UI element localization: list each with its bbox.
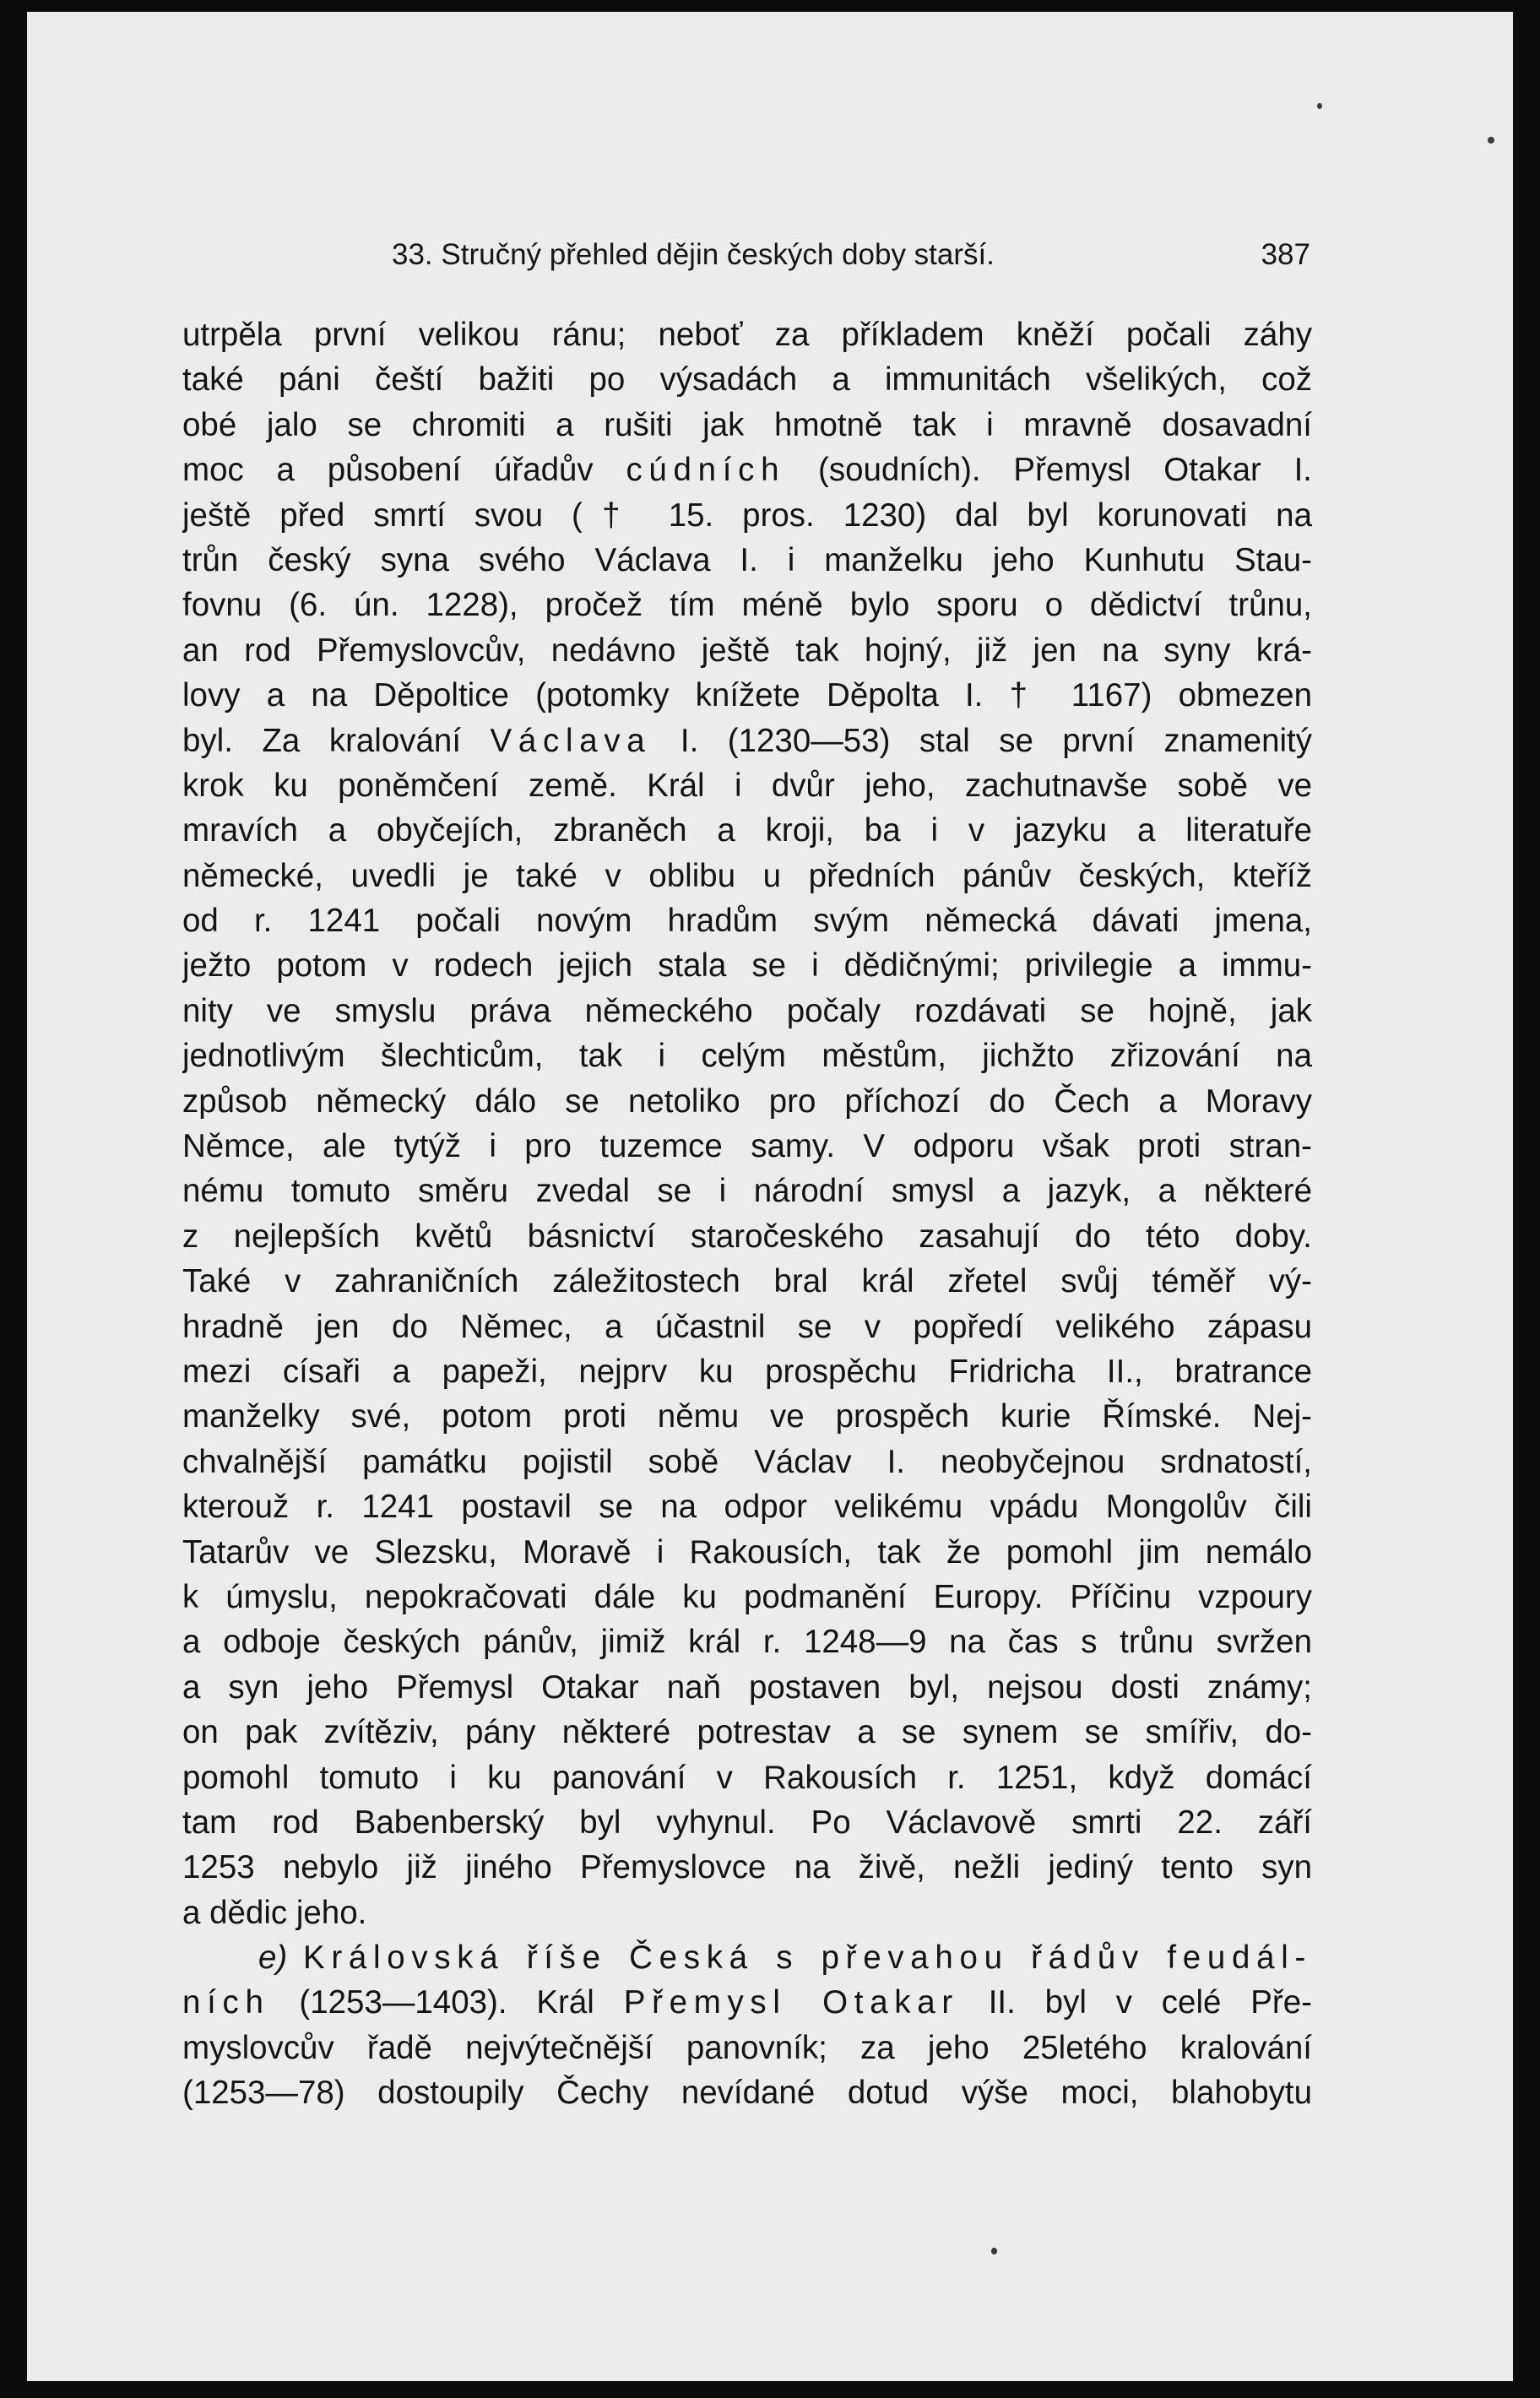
text-line: k úmyslu, nepokračovati dále ku podmanění Europy. Příčinu vzpoury (182, 1578, 1312, 1615)
scan-speck (991, 2248, 997, 2254)
text-line: ještě před smrtí svou († 15. pros. 1230) dal byl korunovati na (182, 496, 1312, 534)
text-line: Také v zahraničních záležitostech bral král zřetel svůj téměř vý- (182, 1263, 1312, 1300)
page-number: 387 (1261, 238, 1310, 271)
text-line: utrpěla první velikou ránu; neboť za příkladem kněží počali záhy (182, 317, 1312, 353)
text-line: pomohl tomuto i ku panování v Rakousích r. 1251, když domácí (182, 1759, 1312, 1796)
chapter-title: 33. Stručný přehled dějin českých doby starší. (392, 238, 995, 271)
section-heading-line (182, 1935, 1312, 1980)
text-line: Němce, ale tytýž i pro tuzemce samy. V odporu však proti stran- (182, 1128, 1312, 1165)
text-line: myslovcův řadě nejvýtečnější panovník; za jeho 25letého kralování (182, 2029, 1312, 2066)
text-line: a odboje českých pánův, jimiž král r. 1248—9 na čas s trůnu svržen (182, 1624, 1312, 1661)
text-line: Tatarův ve Slezsku, Moravě i Rakousích, tak že pomohl jim nemálo (182, 1533, 1312, 1571)
paragraph-2 (182, 1935, 1312, 2116)
text-line: ních (1253—1403). Král Přemysl Otakar II. byl v celé Pře- (182, 1984, 1312, 2021)
book-page (27, 12, 1513, 2381)
scan-speck (1317, 103, 1322, 109)
text-line: an rod Přemyslovcův, nedávno ještě tak hojný, již jen na syny krá- (182, 632, 1312, 669)
spaced-name: Přemysl Otakar (623, 1984, 959, 2021)
text-line: mezi císaři a papeži, nejprv ku prospěchu Fridricha II., bratrance (182, 1353, 1312, 1390)
text-line: jednotlivým šlechticům, tak i celým městům, jichžto zřizování na (182, 1038, 1312, 1075)
paragraph-1 (182, 312, 1312, 1935)
text-line: hradně jen do Němec, a účastnil se v popředí velikého zápasu (182, 1308, 1312, 1345)
text-line: německé, uvedli je také v oblibu u předních pánův českých, kteříž (182, 857, 1312, 894)
text-line: obé jalo se chromiti a rušiti jak hmotně tak i mravně dosavadní (182, 406, 1312, 443)
text-line: mravích a obyčejích, zbraněch a kroji, ba i v jazyku a literatuře (182, 812, 1312, 849)
section-heading: Královská říše Česká s převahou řádův feudál- (302, 1940, 1312, 1977)
spaced-term: cúdních (626, 452, 786, 489)
scan-speck (1488, 137, 1494, 144)
section-letter: e) (258, 1940, 303, 1977)
text-line: (1253—78) dostoupily Čechy nevídané dotud výše moci, blahobytu (182, 2075, 1312, 2112)
text-line: manželky své, potom proti němu ve prospěch kurie Římské. Nej- (182, 1398, 1312, 1435)
running-header (392, 238, 1310, 282)
body-text (182, 312, 1312, 2116)
text-line: a dědic jeho. (182, 1894, 367, 1931)
text-line: trůn český syna svého Václava I. i manželku jeho Kunhutu Stau- (182, 541, 1312, 578)
text-line: a syn jeho Přemysl Otakar naň postaven byl, nejsou dosti známy; (182, 1668, 1312, 1706)
text-line: moc a působení úřadův cúdních (soudních). Přemysl Otakar I. (182, 452, 1312, 489)
text-line: tam rod Babenberský byl vyhynul. Po Václavově smrti 22. září (182, 1804, 1312, 1841)
text-line: od r. 1241 počali novým hradům svým německá dávati jmena, (182, 903, 1312, 940)
spaced-name: Václava (490, 722, 652, 759)
text-line: způsob německý dálo se netoliko pro příchozí do Čech a Moravy (182, 1082, 1312, 1120)
text-line: fovnu (6. ún. 1228), pročež tím méně bylo sporu o dědictví trůnu, (182, 587, 1312, 624)
text-line: byl. Za kralování Václava I. (1230—53) stal se první znamenitý (182, 722, 1312, 759)
text-line: nému tomuto směru zvedal se i národní smysl a jazyk, a některé (182, 1173, 1312, 1210)
text-line: lovy a na Děpoltice (potomky knížete Děpolta I. † 1167) obmezen (182, 677, 1312, 714)
text-line: kterouž r. 1241 postavil se na odpor velikému vpádu Mongolův čili (182, 1489, 1312, 1526)
text-line: nity ve smyslu práva německého počaly rozdávati se hojně, jak (182, 992, 1312, 1029)
text-line: 1253 nebylo již jiného Přemyslovce na živě, nežli jediný tento syn (182, 1849, 1312, 1886)
text-line: on pak zvítěziv, pány některé potrestav a se synem se smířiv, do- (182, 1714, 1312, 1751)
text-line: chvalnější památku pojistil sobě Václav I. neobyčejnou srdnatostí, (182, 1443, 1312, 1480)
text-line: krok ku poněmčení země. Král i dvůr jeho, zachutnavše sobě ve (182, 767, 1312, 804)
text-line: z nejlepších květů básnictví staročeského zasahují do této doby. (182, 1218, 1312, 1255)
text-line: ježto potom v rodech jejich stala se i dědičnými; privilegie a immu- (182, 947, 1312, 985)
text-line: také páni čeští bažiti po výsadách a immunitách všelikých, což (182, 361, 1312, 399)
